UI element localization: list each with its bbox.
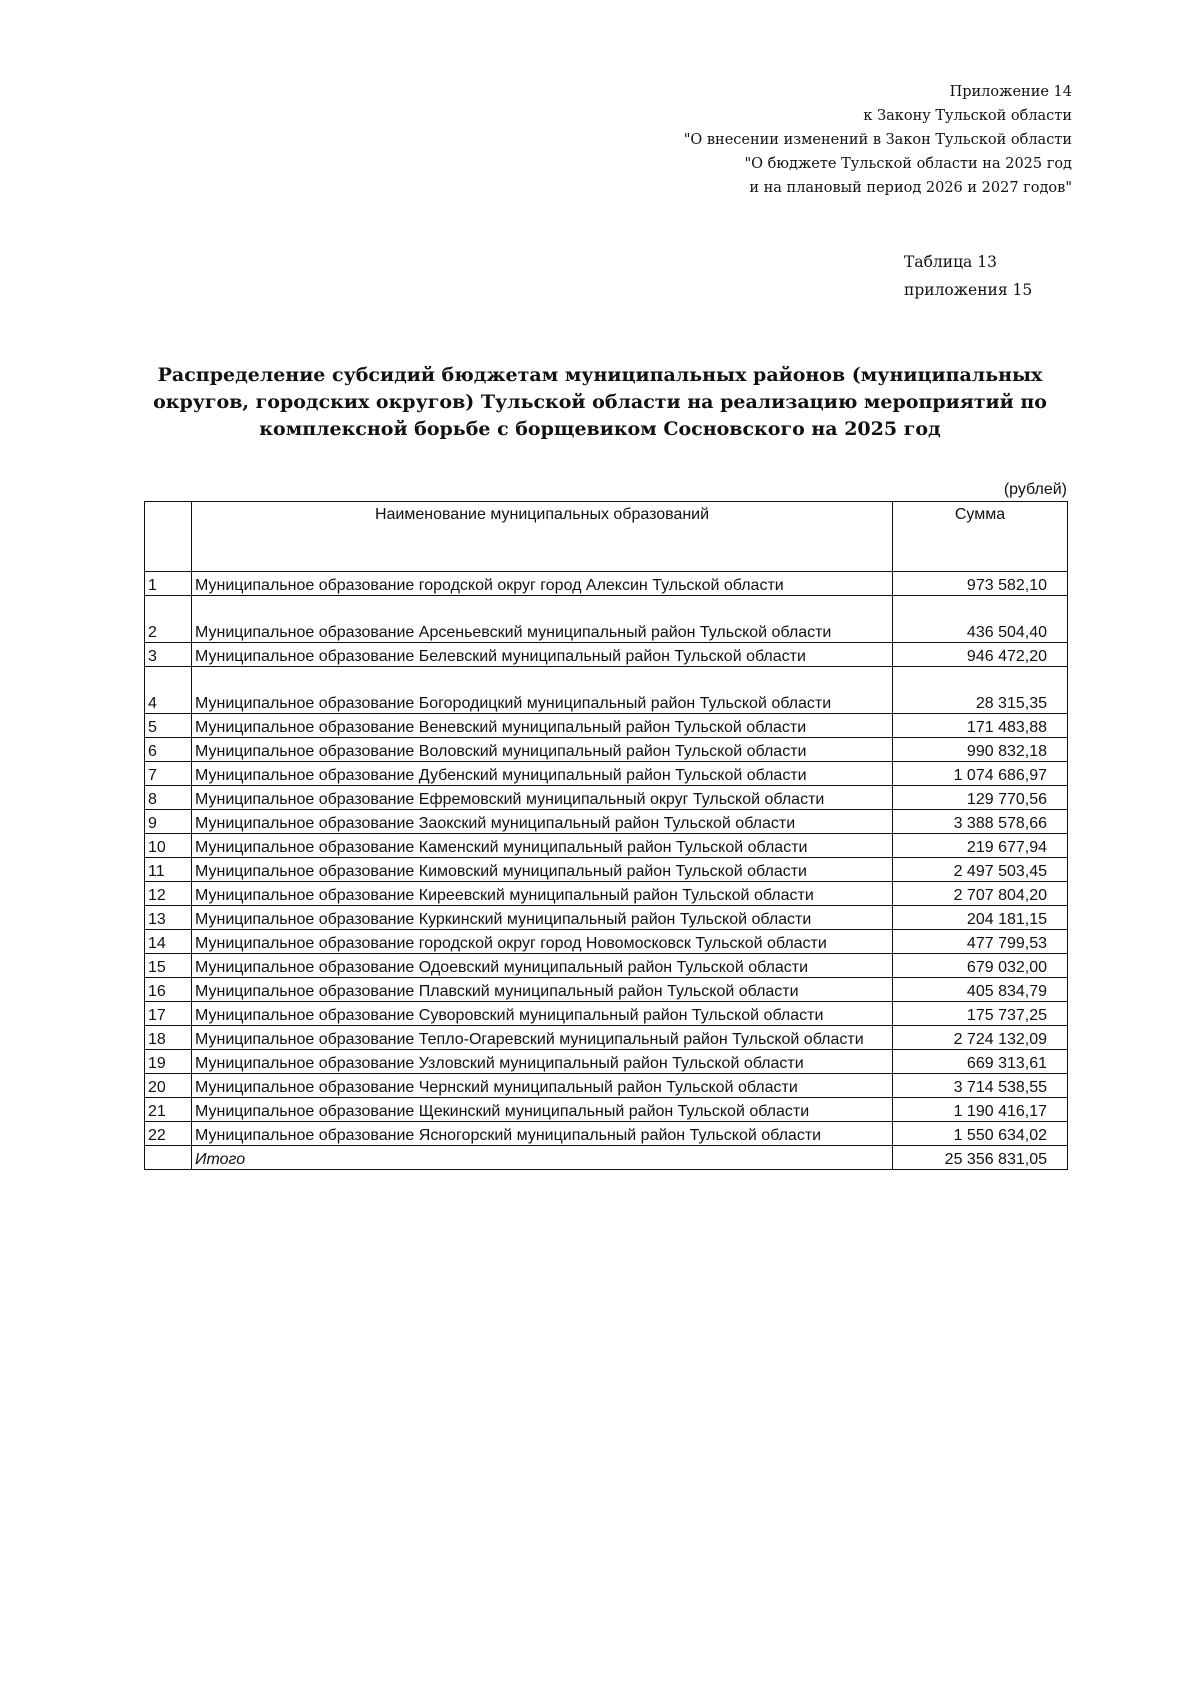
- row-name: Муниципальное образование Тепло-Огаревский муниципальный район Тульской области: [192, 1026, 893, 1050]
- row-name: Муниципальное образование Арсеньевский муниципальный район Тульской области: [192, 596, 893, 643]
- row-name: Муниципальное образование Дубенский муниципальный район Тульской области: [192, 762, 893, 786]
- row-sum: 1 190 416,17: [893, 1098, 1068, 1122]
- row-number: 15: [145, 954, 192, 978]
- table-row: [145, 882, 1068, 906]
- total-sum: 25 356 831,05: [893, 1146, 1068, 1170]
- row-name: Муниципальное образование Чернский муниципальный район Тульской области: [192, 1074, 893, 1098]
- row-number: 9: [145, 810, 192, 834]
- table-row: [145, 714, 1068, 738]
- total-label: Итого: [192, 1146, 893, 1170]
- table-row: [145, 834, 1068, 858]
- table-row: [145, 572, 1068, 596]
- row-sum: 436 504,40: [893, 596, 1068, 643]
- row-sum: 2 497 503,45: [893, 858, 1068, 882]
- row-sum: 3 388 578,66: [893, 810, 1068, 834]
- header-sum: Сумма: [893, 502, 1068, 572]
- row-sum: 129 770,56: [893, 786, 1068, 810]
- row-name: Муниципальное образование Киреевский муниципальный район Тульской области: [192, 882, 893, 906]
- row-name: Муниципальное образование Суворовский муниципальный район Тульской области: [192, 1002, 893, 1026]
- row-number: 19: [145, 1050, 192, 1074]
- row-name: Муниципальное образование Заокский муниципальный район Тульской области: [192, 810, 893, 834]
- table-row: [145, 906, 1068, 930]
- table-row: [145, 596, 1068, 643]
- table-row: [145, 1098, 1068, 1122]
- row-number: 21: [145, 1098, 192, 1122]
- row-number: 10: [145, 834, 192, 858]
- appendix-header: [684, 80, 1072, 200]
- table-row: [145, 1050, 1068, 1074]
- row-number: 22: [145, 1122, 192, 1146]
- table-row: [145, 810, 1068, 834]
- row-number: 4: [145, 667, 192, 714]
- row-sum: 405 834,79: [893, 978, 1068, 1002]
- row-name: Муниципальное образование Плавский муниципальный район Тульской области: [192, 978, 893, 1002]
- table-ref-line: Таблица 13: [904, 253, 997, 271]
- row-number: 3: [145, 643, 192, 667]
- row-sum: 175 737,25: [893, 1002, 1068, 1026]
- row-sum: 1 550 634,02: [893, 1122, 1068, 1146]
- table-row: [145, 858, 1068, 882]
- subsidy-table: [144, 501, 1068, 1170]
- row-name: Муниципальное образование Одоевский муниципальный район Тульской области: [192, 954, 893, 978]
- row-name: Муниципальное образование Белевский муниципальный район Тульской области: [192, 643, 893, 667]
- appendix-line: к Закону Тульской области: [863, 108, 1072, 124]
- row-name: Муниципальное образование Богородицкий муниципальный район Тульской области: [192, 667, 893, 714]
- row-number: 14: [145, 930, 192, 954]
- row-name: Муниципальное образование Ефремовский муниципальный округ Тульской области: [192, 786, 893, 810]
- row-name: Муниципальное образование городской округ город Новомосковск Тульской области: [192, 930, 893, 954]
- table-row: [145, 954, 1068, 978]
- table-row: [145, 930, 1068, 954]
- row-sum: 171 483,88: [893, 714, 1068, 738]
- row-sum: 28 315,35: [893, 667, 1068, 714]
- appendix-line: "О бюджете Тульской области на 2025 год: [744, 156, 1072, 172]
- table-row: [145, 667, 1068, 714]
- row-number: 18: [145, 1026, 192, 1050]
- row-sum: 946 472,20: [893, 643, 1068, 667]
- row-number: 17: [145, 1002, 192, 1026]
- row-number: 11: [145, 858, 192, 882]
- table-header-row: [145, 502, 1068, 572]
- row-name: Муниципальное образование Каменский муниципальный район Тульской области: [192, 834, 893, 858]
- table-row: [145, 1074, 1068, 1098]
- unit-label: (рублей): [1003, 481, 1067, 498]
- row-sum: 1 074 686,97: [893, 762, 1068, 786]
- row-sum: 2 707 804,20: [893, 882, 1068, 906]
- table-row: [145, 738, 1068, 762]
- table-row: [145, 1122, 1068, 1146]
- row-sum: 3 714 538,55: [893, 1074, 1068, 1098]
- total-num: [145, 1146, 192, 1170]
- table-row: [145, 762, 1068, 786]
- row-name: Муниципальное образование Куркинский муниципальный район Тульской области: [192, 906, 893, 930]
- appendix-line: Приложение 14: [949, 84, 1072, 100]
- row-number: 8: [145, 786, 192, 810]
- row-name: Муниципальное образование Узловский муниципальный район Тульской области: [192, 1050, 893, 1074]
- row-number: 5: [145, 714, 192, 738]
- table-reference: [904, 248, 1032, 304]
- row-sum: 204 181,15: [893, 906, 1068, 930]
- row-name: Муниципальное образование Ясногорский муниципальный район Тульской области: [192, 1122, 893, 1146]
- row-name: Муниципальное образование Воловский муниципальный район Тульской области: [192, 738, 893, 762]
- appendix-line: "О внесении изменений в Закон Тульской области: [683, 132, 1072, 148]
- row-number: 12: [145, 882, 192, 906]
- row-number: 16: [145, 978, 192, 1002]
- row-sum: 2 724 132,09: [893, 1026, 1068, 1050]
- row-number: 20: [145, 1074, 192, 1098]
- table-row: [145, 978, 1068, 1002]
- row-sum: 973 582,10: [893, 572, 1068, 596]
- row-number: 6: [145, 738, 192, 762]
- appendix-line: и на плановый период 2026 и 2027 годов": [749, 180, 1072, 196]
- header-name: Наименование муниципальных образований: [192, 502, 893, 572]
- table-ref-line: приложения 15: [904, 281, 1033, 299]
- row-sum: 679 032,00: [893, 954, 1068, 978]
- row-sum: 669 313,61: [893, 1050, 1068, 1074]
- row-name: Муниципальное образование городской округ город Алексин Тульской области: [192, 572, 893, 596]
- table-row: [145, 786, 1068, 810]
- row-number: 1: [145, 572, 192, 596]
- table-row: [145, 643, 1068, 667]
- row-number: 7: [145, 762, 192, 786]
- row-name: Муниципальное образование Щекинский муниципальный район Тульской области: [192, 1098, 893, 1122]
- document-title: Распределение субсидий бюджетам муниципальных районов (муниципальных округов, городских округов) Тульской области на реализацию мероприятий по комплексной борьбе с борщевиком Сосновского на 2025 год: [153, 364, 1047, 440]
- header-num: [145, 502, 192, 572]
- row-sum: 477 799,53: [893, 930, 1068, 954]
- row-name: Муниципальное образование Кимовский муниципальный район Тульской области: [192, 858, 893, 882]
- row-sum: 990 832,18: [893, 738, 1068, 762]
- table-row: [145, 1002, 1068, 1026]
- table-row: [145, 1026, 1068, 1050]
- row-name: Муниципальное образование Веневский муниципальный район Тульской области: [192, 714, 893, 738]
- row-number: 2: [145, 596, 192, 643]
- total-row: [145, 1146, 1068, 1170]
- row-sum: 219 677,94: [893, 834, 1068, 858]
- row-number: 13: [145, 906, 192, 930]
